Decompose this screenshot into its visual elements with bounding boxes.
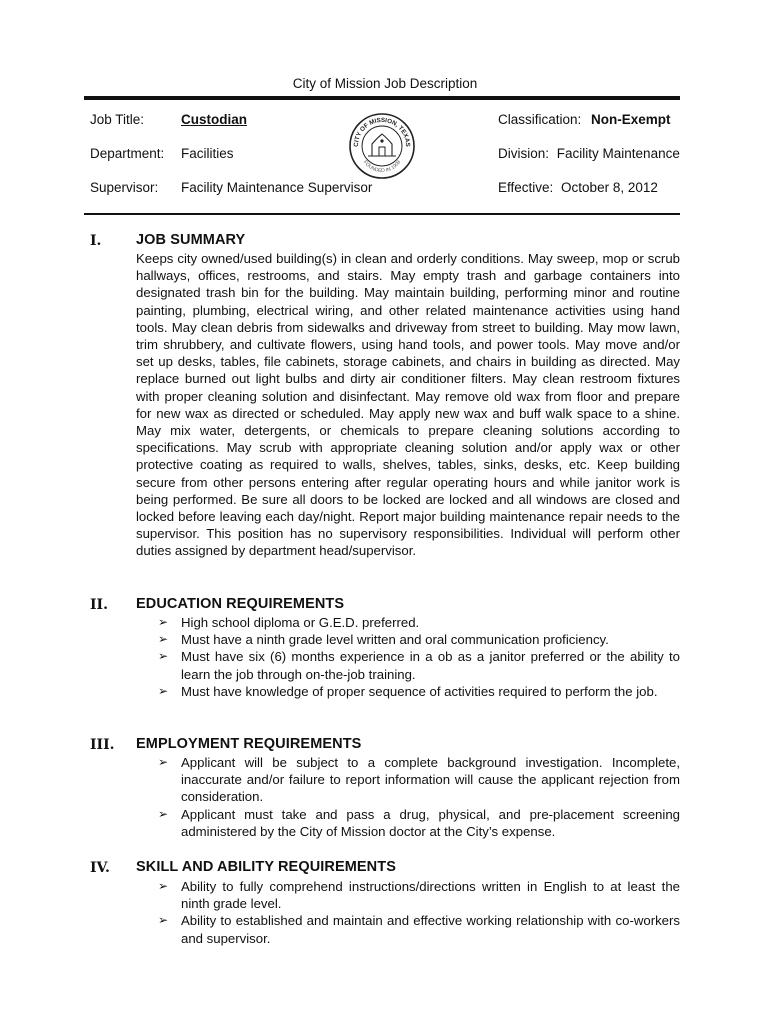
list-item: ➢ Must have a ninth grade level written and oral communication proficiency. [158, 632, 609, 648]
job-summary-text: Keeps city owned/used building(s) in clean and orderly conditions. May sweep, mop or scrub hallways, offices, restrooms, and stairs. May empty trash and garbage containers into designated trash bin for the building. May maintain building, performing minor and routine painting, plumbing, electrical wiring, and other related maintenance activities using hand tools. May clean debris from sidewalks and driveway from street to building. May mow lawn, trim shrubbery, and cultivate flowers, using hand tools, and power tools. May move and/or set up desks, tables, file cabinets, storage cabinets, and chairs in building as directed. May replace burned out light bulbs and dirty air conditioner filters. May clean restroom fixtures with proper cleaning solution and disinfectant. May remove old wax from floor and prepare for new wax as directed or scheduled. May apply new wax and buff walk space to a shine. May mix water, detergents, or chemicals to prepare cleaning solutions according to specifications. May scrub with appropriate cleaning solution and/or apply wax or other protective coating as required to walls, shelves, tables, sinks, desks, etc. Keep building secure from other persons entering after regular operating hours and while janitor work is being performed. Be sure all doors to be locked are locked and all windows are closed and locked before leaving each day/night. Report major building maintenance repair needs to the supervisor. This position has no supervisory responsibilities. Individual will perform other duties assigned by department head/supervisor. [136, 251, 680, 559]
header-top-rule [84, 96, 680, 100]
classification-label: Classification: [498, 112, 582, 127]
education-list [158, 614, 680, 700]
effective-line [498, 180, 658, 195]
list-item: ➢ Must have six (6) months experience in a ob as a janitor preferred or the ability to learn the job through on-the-job training. [158, 649, 680, 682]
list-item: ➢ Applicant will be subject to a complete background investigation. Incomplete, inaccurate and/or failure to report information will cause the applicant rejection from consideration. [158, 755, 680, 805]
list-item: ➢ Ability to established and maintain and effective working relationship with co-workers and supervisor. [158, 913, 680, 946]
supervisor-value: Facility Maintenance Supervisor [181, 180, 373, 195]
division-value: Facility Maintenance [556, 146, 680, 161]
skill-list [158, 878, 680, 947]
classification-line [498, 112, 671, 127]
seal-text-top: CITY OF MISSION, TEXAS [352, 116, 412, 147]
arrow-bullet-icon: ➢ [158, 879, 169, 893]
arrow-bullet-icon: ➢ [158, 683, 169, 698]
division-line [498, 146, 680, 161]
division-label: Division: [498, 146, 550, 161]
supervisor-label: Supervisor: [90, 180, 159, 195]
arrow-bullet-icon: ➢ [158, 913, 169, 928]
classification-value: Non-Exempt [591, 112, 671, 127]
arrow-bullet-icon: ➢ [158, 632, 169, 647]
section-3-number: III. [90, 737, 115, 753]
employment-list [158, 754, 680, 840]
city-seal-logo [348, 112, 416, 180]
effective-label: Effective: [498, 180, 554, 195]
job-title-value: Custodian [181, 112, 247, 127]
effective-value: October 8, 2012 [561, 180, 658, 195]
section-1-number: I. [90, 233, 102, 249]
seal-text-bottom: FOUNDED IN 1908 [361, 159, 403, 175]
department-value: Facilities [181, 146, 234, 161]
list-item: ➢ Must have knowledge of proper sequence of activities required to perform the job. [158, 683, 658, 699]
department-label: Department: [90, 146, 165, 161]
section-2-title: EDUCATION REQUIREMENTS [136, 596, 345, 612]
arrow-bullet-icon: ➢ [158, 615, 169, 629]
section-1-title: JOB SUMMARY [136, 232, 246, 248]
list-item: ➢ High school diploma or G.E.D. preferred. [158, 615, 420, 630]
arrow-bullet-icon: ➢ [158, 649, 169, 664]
arrow-bullet-icon: ➢ [158, 806, 169, 821]
header-bottom-rule [84, 213, 680, 215]
arrow-bullet-icon: ➢ [158, 755, 169, 769]
section-4-title: SKILL AND ABILITY REQUIREMENTS [136, 859, 396, 875]
section-4-number: IV. [90, 860, 110, 876]
job-title-label: Job Title: [90, 112, 145, 127]
document-title: City of Mission Job Description [292, 76, 478, 91]
section-3-title: EMPLOYMENT REQUIREMENTS [136, 736, 362, 752]
section-2-number: II. [90, 597, 108, 613]
list-item: ➢ Applicant must take and pass a drug, physical, and pre-placement screening administered by the City of Mission doctor at the City’s expense. [158, 806, 680, 839]
svg-text:FOUNDED IN 1908 [362, 159, 402, 174]
list-item: ➢ Ability to fully comprehend instructions/directions written in English to at least the ninth grade level. [158, 879, 680, 912]
